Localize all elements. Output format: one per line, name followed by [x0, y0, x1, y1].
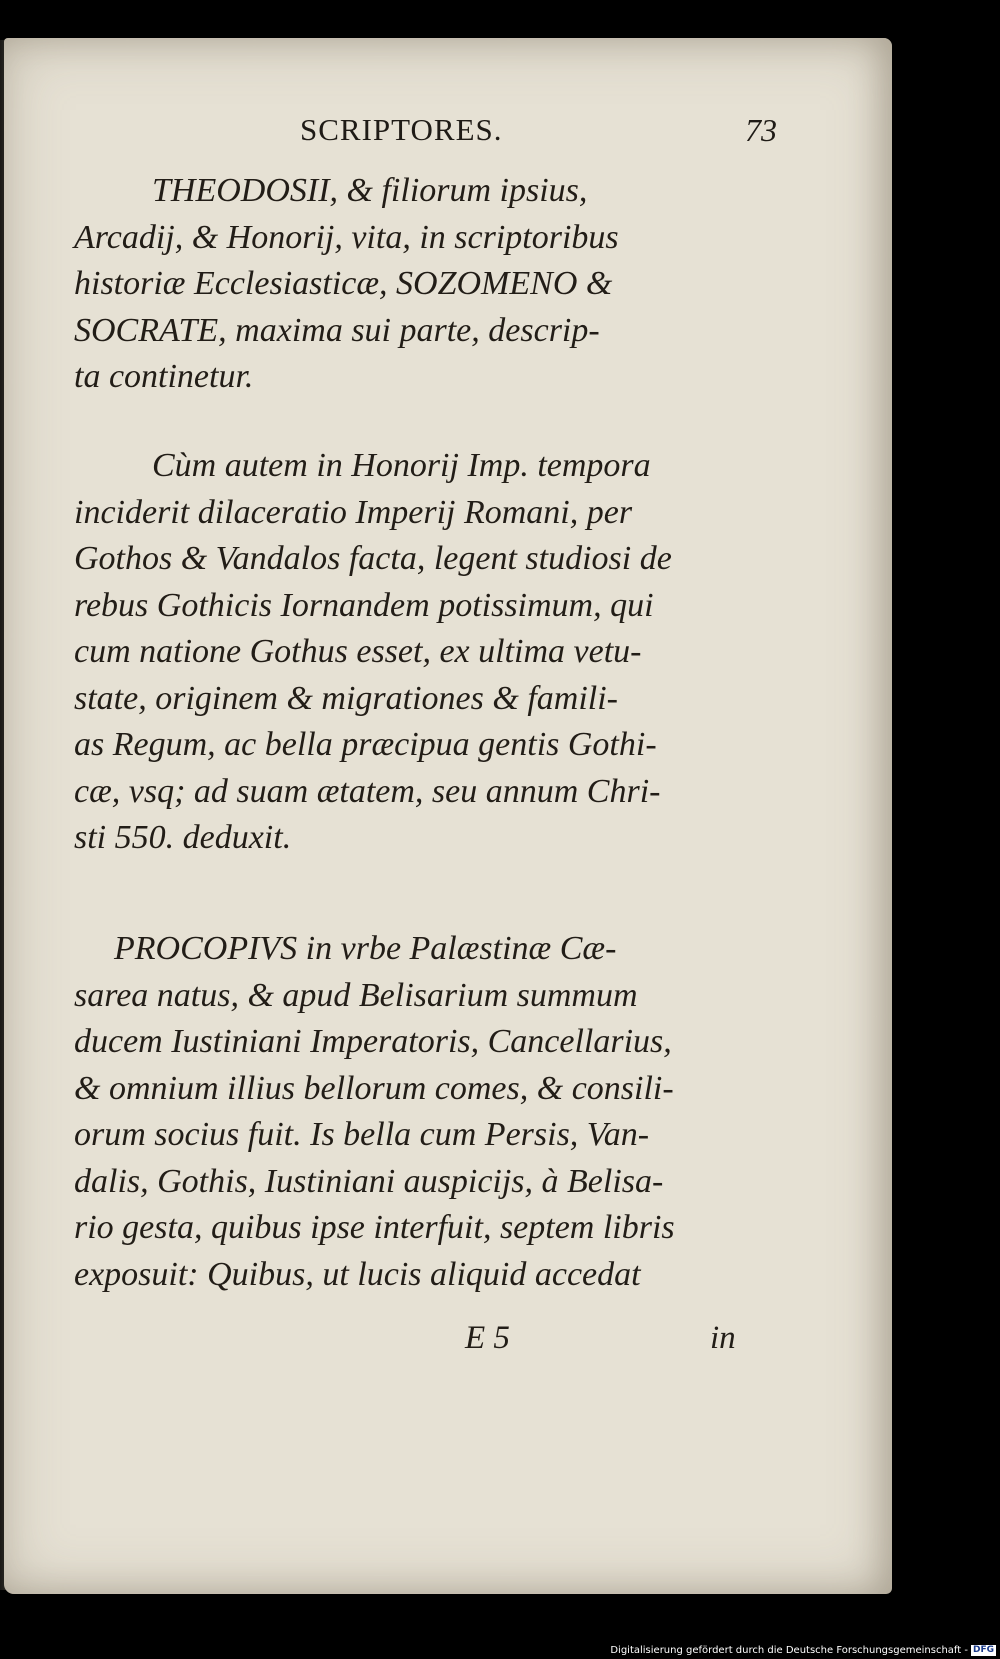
dfg-logo: DFG — [972, 1644, 994, 1655]
text-line: & omnium illius bellorum comes, & consili- — [74, 1069, 674, 1107]
text-line: cæ, vsq; ad suam ætatem, seu annum Chri- — [74, 772, 661, 810]
text-line: Gothos & Vandalos facta, legent studiosi de — [74, 540, 672, 577]
text-line: sarea natus, & apud Belisarium summum — [74, 976, 638, 1014]
signature-mark: E 5 — [465, 1320, 510, 1356]
page-number: 73 — [745, 112, 777, 148]
text-line: ducem Iustiniani Imperatoris, Cancellarius, — [74, 1023, 672, 1060]
text-line: ta continetur. — [74, 358, 254, 395]
text-line: THEODOSII, & filiorum ipsius, — [152, 172, 588, 209]
text-line: exposuit: Quibus, ut lucis aliquid accedat — [74, 1255, 641, 1293]
text-line: rio gesta, quibus ipse interfuit, septem libris — [74, 1209, 675, 1246]
catchword: in — [710, 1320, 736, 1356]
text-line: SOCRATE, maxima sui parte, descrip- — [74, 311, 600, 349]
text-line: state, originem & migrationes & famili- — [74, 679, 618, 717]
paragraph-procopius — [74, 926, 784, 1298]
text-line: historiæ Ecclesiasticæ, SOZOMENO & — [74, 265, 613, 302]
text-line: PROCOPIVS in vrbe Palæstinæ Cæ- — [114, 930, 617, 967]
text-line: rebus Gothicis Iornandem potissimum, qui — [74, 586, 654, 624]
text-line: orum socius fuit. Is bella cum Persis, Van- — [74, 1116, 650, 1153]
digitization-credit — [610, 1643, 996, 1657]
text-line: Arcadij, & Honorij, vita, in scriptoribus — [74, 218, 619, 256]
text-line: cum natione Gothus esset, ex ultima vetu- — [74, 633, 642, 670]
text-line: Cùm autem in Honorij Imp. tempora — [152, 447, 651, 484]
text-line: sti 550. deduxit. — [74, 819, 292, 856]
text-line: as Regum, ac bella præcipua gentis Gothi- — [74, 726, 657, 763]
text-line: inciderit dilaceratio Imperij Romani, per — [74, 493, 633, 531]
running-title: SCRIPTORES. — [300, 112, 503, 147]
paragraph-theodosius — [74, 168, 784, 401]
paragraph-iornandes — [74, 443, 784, 862]
text-line: dalis, Gothis, Iustiniani auspicijs, à Belisa- — [74, 1162, 664, 1200]
credit-text: Digitalisierung gefördert durch die Deutsche Forschungsgemeinschaft - — [610, 1644, 968, 1656]
